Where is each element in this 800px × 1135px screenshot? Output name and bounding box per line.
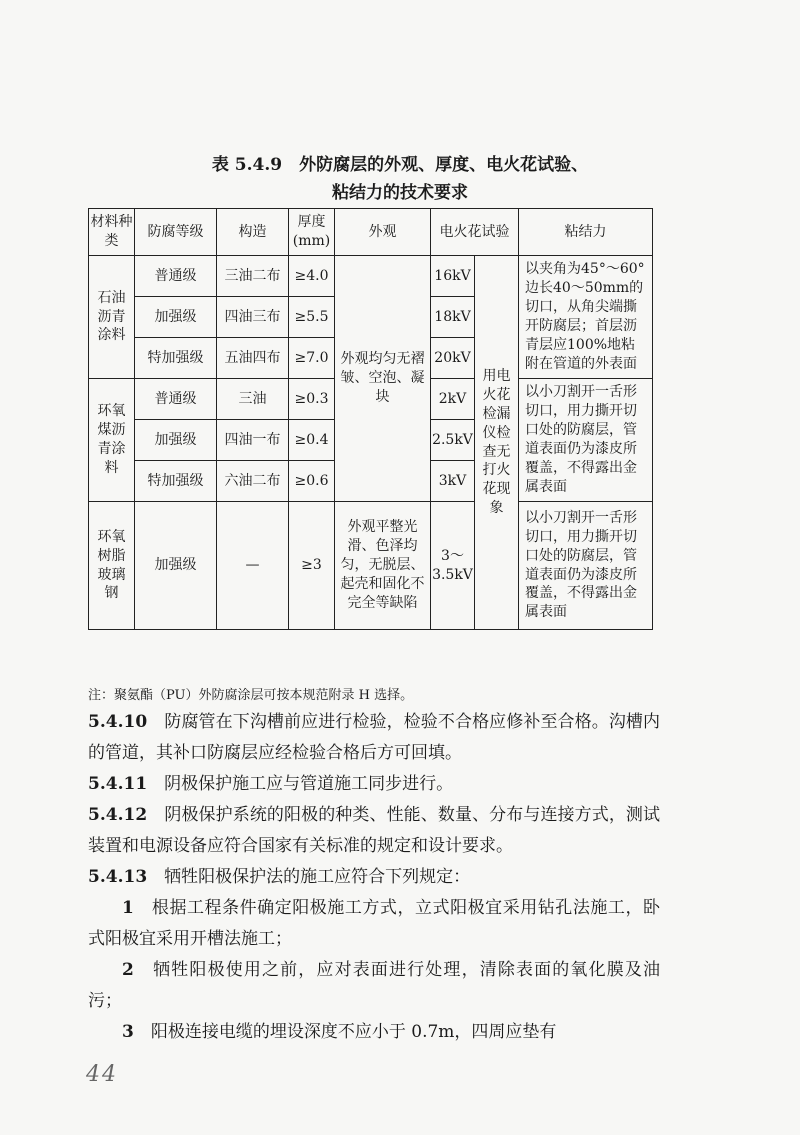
spark-cell: 3kV — [431, 461, 475, 502]
material-cell: 环氧树脂玻璃钢 — [89, 502, 135, 630]
thickness-cell: ≥4.0 — [289, 256, 335, 297]
material-cell: 环氧煤沥青涂料 — [89, 379, 135, 502]
table-caption-line1: 表 5.4.9 外防腐层的外观、厚度、电火花试验、 — [211, 155, 589, 175]
spark-cell: 20kV — [431, 338, 475, 379]
grade-cell: 加强级 — [135, 297, 217, 338]
clause-text: 牺牲阳极保护法的施工应符合下列规定： — [164, 867, 471, 887]
header-row — [89, 209, 653, 256]
clause-text: 防腐管在下沟槽前应进行检验，检验不合格应修补至合格。沟槽内的管道，其补口防腐层应经检验合格后方可回填。 — [88, 712, 661, 763]
clause-number: 5.4.11 — [88, 774, 148, 794]
paragraph — [88, 862, 660, 893]
header-spark: 电火花试验 — [431, 209, 519, 256]
clause-text: 阴极保护系统的阳极的种类、性能、数量、分布与连接方式，测试装置和电源设备应符合国家有关标准的规定和设计要求。 — [88, 805, 661, 856]
item-number: 2 — [122, 960, 134, 980]
list-item — [88, 893, 660, 955]
thickness-cell: ≥0.3 — [289, 379, 335, 420]
grade-cell: 加强级 — [135, 502, 217, 630]
header-adhesion: 粘结力 — [519, 209, 653, 256]
adhesion-cell: 以夹角为45°～60°边长40～50mm的切口，从角尖端撕开防腐层；首层沥青层应100%地粘附在管道的外表面 — [519, 256, 653, 379]
structure-cell: 六油二布 — [217, 461, 289, 502]
header-thickness: 厚度(mm) — [289, 209, 335, 256]
clause-text: 阴极保护施工应与管道施工同步进行。 — [164, 774, 454, 794]
header-grade: 防腐等级 — [135, 209, 217, 256]
item-number: 3 — [122, 1022, 134, 1042]
grade-cell: 特加强级 — [135, 338, 217, 379]
table-row — [89, 256, 653, 297]
thickness-cell: ≥7.0 — [289, 338, 335, 379]
grade-cell: 特加强级 — [135, 461, 217, 502]
spec-table — [88, 208, 653, 630]
clause-number: 5.4.13 — [88, 867, 148, 887]
structure-cell: 五油四布 — [217, 338, 289, 379]
grade-cell: 加强级 — [135, 420, 217, 461]
list-item — [88, 955, 660, 1017]
table-row — [89, 502, 653, 630]
spark-cell: 2.5kV — [431, 420, 475, 461]
structure-cell: 三油 — [217, 379, 289, 420]
item-text: 牺牲阳极使用之前，应对表面进行处理，清除表面的氧化膜及油污； — [88, 960, 661, 1011]
item-number: 1 — [122, 898, 134, 918]
structure-cell: — — [217, 502, 289, 630]
thickness-cell: ≥3 — [289, 502, 335, 630]
spark-cell: 2kV — [431, 379, 475, 420]
grade-cell: 普通级 — [135, 379, 217, 420]
paragraph — [88, 769, 660, 800]
header-structure: 构造 — [217, 209, 289, 256]
clause-number: 5.4.12 — [88, 805, 148, 825]
item-text: 阳极连接电缆的埋设深度不应小于 0.7m，四周应垫有 — [150, 1022, 557, 1042]
list-item — [88, 1017, 660, 1048]
clause-number: 5.4.10 — [88, 712, 148, 732]
thickness-cell: ≥0.6 — [289, 461, 335, 502]
spark-cell: 3～3.5kV — [431, 502, 475, 630]
structure-cell: 三油二布 — [217, 256, 289, 297]
structure-cell: 四油三布 — [217, 297, 289, 338]
material-cell: 石油沥青涂料 — [89, 256, 135, 379]
appearance-cell: 外观均匀无褶皱、空泡、凝块 — [335, 256, 431, 502]
spark-method-cell: 用电火花检漏仪检查无打火花现象 — [475, 256, 519, 630]
paragraph — [88, 800, 660, 862]
appearance-cell: 外观平整光滑、色泽均匀，无脱层、起壳和固化不完全等缺陷 — [335, 502, 431, 630]
item-text: 根据工程条件确定阳极施工方式，立式阳极宜采用钻孔法施工，卧式阳极宜采用开槽法施工； — [88, 898, 660, 949]
grade-cell: 普通级 — [135, 256, 217, 297]
adhesion-cell: 以小刀割开一舌形切口，用力撕开切口处的防腐层，管道表面仍为漆皮所覆盖，不得露出金属表面 — [519, 502, 653, 630]
header-appearance: 外观 — [335, 209, 431, 256]
thickness-cell: ≥0.4 — [289, 420, 335, 461]
paragraph — [88, 707, 660, 769]
page-number: 44 — [86, 1062, 118, 1087]
table-note: 注：聚氨酯（PU）外防腐涂层可按本规范附录 H 选择。 — [88, 688, 414, 703]
adhesion-cell: 以小刀割开一舌形切口，用力撕开切口处的防腐层，管道表面仍为漆皮所覆盖，不得露出金属表面 — [519, 379, 653, 502]
table-caption-line2: 粘结力的技术要求 — [332, 183, 468, 203]
spark-cell: 16kV — [431, 256, 475, 297]
spark-cell: 18kV — [431, 297, 475, 338]
header-material: 材料种类 — [89, 209, 135, 256]
thickness-cell: ≥5.5 — [289, 297, 335, 338]
structure-cell: 四油一布 — [217, 420, 289, 461]
